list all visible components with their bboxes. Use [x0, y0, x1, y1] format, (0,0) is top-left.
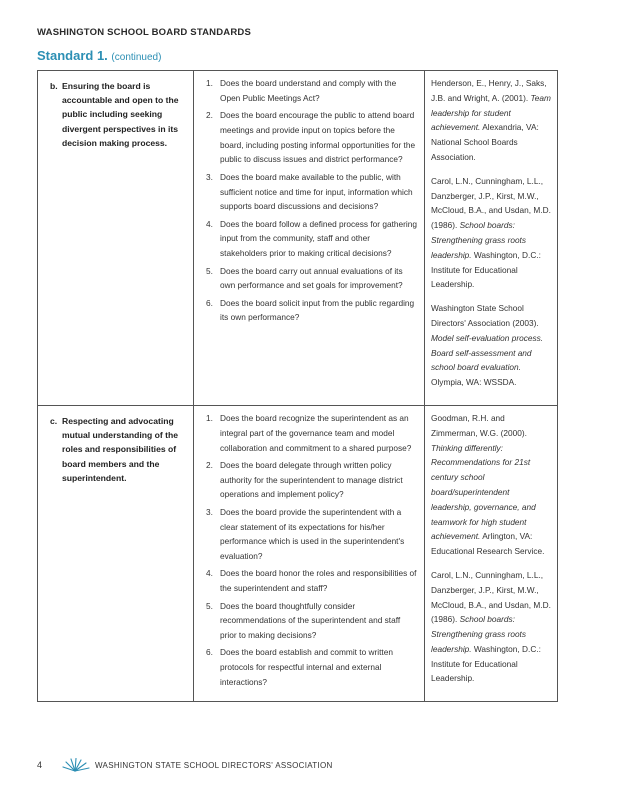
objective-cell [38, 405, 194, 701]
reference [431, 568, 551, 686]
reference-authors: Carol, L.N., Cunningham, L.L., Danzberger, J.P., Kirst, M.W., McCloud, B.A., and Usdan, M.D. (1986). [431, 569, 551, 625]
question-item [200, 296, 418, 326]
question-item [200, 217, 418, 261]
objective-text: Ensuring the board is accountable and open to the public including seeking divergent perspectives in its decision making process. [62, 81, 179, 148]
reference-authors: Washington State School Directors' Association (2003). [431, 303, 539, 328]
objective-letter: c. [50, 415, 58, 426]
question-number: 3. [206, 506, 213, 517]
question-number: 6. [206, 297, 213, 308]
objective-letter: b. [50, 81, 58, 91]
question-text: Does the board make available to the public, with sufficient notice and time for input, information which supports board discussions and decisions? [220, 171, 413, 212]
question-text: Does the board encourage the public to attend board meetings and provide input on topics before the board, including posting informal opportunities for the public to discuss issues and district performance? [220, 110, 416, 165]
question-item [200, 599, 418, 643]
reference-title: Model self-evaluation process. Board self-assessment and school board evaluation. [431, 332, 544, 373]
question-text: Does the board understand and comply with the Open Public Meetings Act? [220, 78, 397, 103]
questions-cell [194, 405, 425, 701]
standard-title [37, 48, 161, 63]
question-number: 2. [206, 459, 213, 470]
question-number: 5. [206, 600, 213, 611]
references-cell [425, 405, 558, 701]
question-item [200, 76, 418, 106]
reference-title: School boards: Strengthening grass roots leadership. [431, 614, 527, 654]
question-item [200, 566, 418, 596]
objective [50, 79, 185, 150]
question-item [200, 264, 418, 294]
reference-title: School boards: Strengthening grass roots leadership. [431, 220, 527, 260]
reference [431, 76, 551, 165]
reference [431, 174, 551, 292]
question-text: Does the board carry out annual evaluations of its own performance and set goals for improvement? [220, 265, 403, 291]
question-list [200, 411, 418, 690]
sunburst-logo-icon [59, 758, 91, 772]
reference-authors: Goodman, R.H. and Zimmerman, W.G. (2000). [431, 412, 527, 438]
document-header: WASHINGTON SCHOOL BOARD STANDARDS [37, 27, 252, 38]
question-number: 5. [206, 265, 213, 276]
standards-table [37, 70, 558, 702]
reference-publisher: Alexandria, VA: National School Boards Association. [431, 122, 539, 162]
question-list [200, 76, 418, 325]
reference-publisher: Washington, D.C.: Institute for Educational Leadership. [431, 643, 541, 684]
question-number: 6. [206, 647, 213, 658]
question-item [200, 505, 418, 564]
question-text: Does the board thoughtfully consider recommendations of the superintendent and staff prior to making decisions? [220, 600, 401, 641]
objective-text: Respecting and advocating mutual understanding of the roles and responsibilities of board members and the superintendent. [62, 415, 179, 483]
table-row [38, 71, 558, 406]
question-item [200, 108, 418, 167]
questions-cell [194, 71, 425, 406]
question-number: 4. [206, 218, 213, 229]
association-name: WASHINGTON STATE SCHOOL DIRECTORS' ASSOCIATION [95, 760, 333, 770]
question-text: Does the board recognize the superintendent as an integral part of the governance team and model collaboration and commitment to a shared purpose? [220, 412, 412, 453]
reference-publisher: Washington, D.C.: Institute for Educational Leadership. [431, 249, 541, 290]
reference-title: Thinking differently: Recommendations for 21st century school board/superintendent leadership, governance, and teamwork for high student achievement. [431, 442, 536, 542]
references-cell [425, 71, 558, 406]
objective [50, 414, 185, 485]
standard-continued-label: (continued) [111, 52, 162, 63]
reference [431, 411, 551, 559]
question-text: Does the board follow a defined process for gathering input from the community, staff and other stakeholders prior to making critical decisions? [220, 218, 417, 259]
page-footer [37, 758, 333, 772]
question-text: Does the board establish and commit to written protocols for respectful internal and external interactions? [220, 647, 393, 687]
reference-publisher: Arlington, VA: Educational Research Service. [431, 531, 545, 557]
question-number: 2. [206, 110, 213, 121]
question-text: Does the board delegate through written policy authority for the superintendent to manage district operations and implement policy? [220, 459, 403, 500]
question-number: 1. [206, 412, 213, 423]
reference-publisher: Olympia, WA: WSSDA. [431, 377, 517, 388]
reference-authors: Henderson, E., Henry, J., Saks, J.B. and Wright, A. (2001). [431, 78, 547, 103]
question-item [200, 170, 418, 214]
question-number: 1. [206, 78, 213, 88]
question-text: Does the board provide the superintendent with a clear statement of its expectations for his/her performance which is used in the superintendent's evaluation? [220, 506, 405, 562]
question-item [200, 411, 418, 455]
table-row [38, 405, 558, 701]
reference-title: Team leadership for student achievement. [431, 92, 551, 133]
question-number: 3. [206, 171, 213, 182]
reference-authors: Carol, L.N., Cunningham, L.L., Danzberger, J.P., Kirst, M.W., McCloud, B.A., and Usdan, M.D. (1986). [431, 175, 551, 231]
reference [431, 301, 551, 390]
standard-title-text: Standard 1. [37, 48, 108, 63]
question-item [200, 458, 418, 502]
objective-cell [38, 71, 194, 406]
question-item [200, 645, 418, 689]
question-text: Does the board solicit input from the public regarding its own performance? [220, 297, 415, 323]
question-number: 4. [206, 568, 213, 579]
page-number: 4 [37, 760, 43, 770]
question-text: Does the board honor the roles and responsibilities of the superintendent and staff? [220, 568, 417, 594]
